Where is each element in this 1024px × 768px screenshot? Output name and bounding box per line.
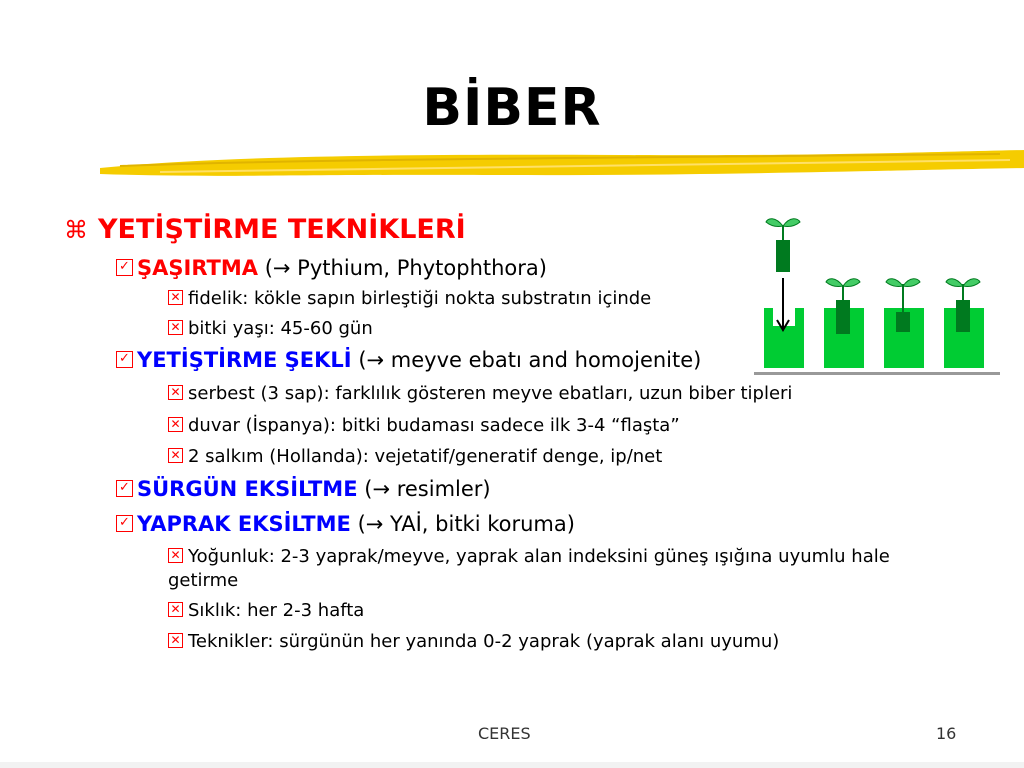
list-item-text: bitki yaşı: 45-60 gün	[188, 318, 373, 339]
page-number: 16	[936, 724, 957, 743]
section-yaprak-eksiltme	[116, 512, 575, 536]
section-detail: (→ Pythium, Phytophthora)	[264, 256, 547, 280]
checkbox-check-icon: ✓	[116, 351, 133, 368]
checkbox-x-icon: ✕	[168, 448, 183, 463]
section-yetistirme-sekli	[116, 348, 701, 372]
list-item	[168, 446, 662, 467]
section-sasirtma	[116, 256, 547, 280]
list-item	[168, 545, 948, 593]
checkbox-x-icon: ✕	[168, 290, 183, 305]
list-item	[168, 318, 373, 339]
list-item	[168, 415, 680, 436]
command-icon: ⌘	[64, 216, 88, 244]
list-item-text: serbest (3 sap): farklılık gösteren meyve ebatları, uzun biber tipleri	[188, 383, 793, 404]
section-detail: (→ YAİ, bitki koruma)	[357, 512, 575, 536]
list-item-text: Sıklık: her 2-3 hafta	[188, 600, 365, 621]
checkbox-x-icon: ✕	[168, 548, 183, 563]
checkbox-x-icon: ✕	[168, 320, 183, 335]
section-heading: SÜRGÜN EKSİLTME	[137, 477, 358, 501]
main-heading-text: YETİŞTİRME TEKNİKLERİ	[98, 214, 466, 245]
checkbox-x-icon: ✕	[168, 385, 183, 400]
section-surgun-eksiltme	[116, 477, 491, 501]
title-underline-brush	[100, 146, 1024, 186]
section-heading: YETİŞTİRME ŞEKLİ	[137, 348, 352, 372]
list-item	[168, 600, 364, 621]
list-item-text: 2 salkım (Hollanda): vejetatif/generatif denge, ip/net	[188, 446, 663, 467]
list-item-text: duvar (İspanya): bitki budaması sadece ilk 3-4 “flaşta”	[188, 415, 680, 436]
list-item	[168, 288, 651, 309]
checkbox-check-icon: ✓	[116, 259, 133, 276]
checkbox-check-icon: ✓	[116, 515, 133, 532]
slide-title: BİBER	[422, 78, 602, 138]
checkbox-x-icon: ✕	[168, 602, 183, 617]
list-item-text: Yoğunluk: 2-3 yaprak/meyve, yaprak alan indeksini güneş ışığına uyumlu hale getirme	[168, 546, 890, 591]
seedling-transplant-illustration	[740, 200, 1006, 384]
checkbox-check-icon: ✓	[116, 480, 133, 497]
section-detail: (→ meyve ebatı and homojenite)	[358, 348, 702, 372]
bottom-band	[0, 762, 1024, 768]
list-item-text: fidelik: kökle sapın birleştiği nokta substratın içinde	[188, 288, 652, 309]
list-item	[168, 631, 779, 652]
list-item-text: Teknikler: sürgünün her yanında 0-2 yaprak (yaprak alanı uyumu)	[188, 631, 780, 652]
section-detail: (→ resimler)	[364, 477, 491, 501]
section-heading: YAPRAK EKSİLTME	[137, 512, 351, 536]
checkbox-x-icon: ✕	[168, 633, 183, 648]
footer-label: CERES	[478, 724, 531, 743]
main-heading	[64, 214, 466, 245]
list-item	[168, 383, 792, 404]
section-heading: ŞAŞIRTMA	[137, 256, 259, 280]
checkbox-x-icon: ✕	[168, 417, 183, 432]
